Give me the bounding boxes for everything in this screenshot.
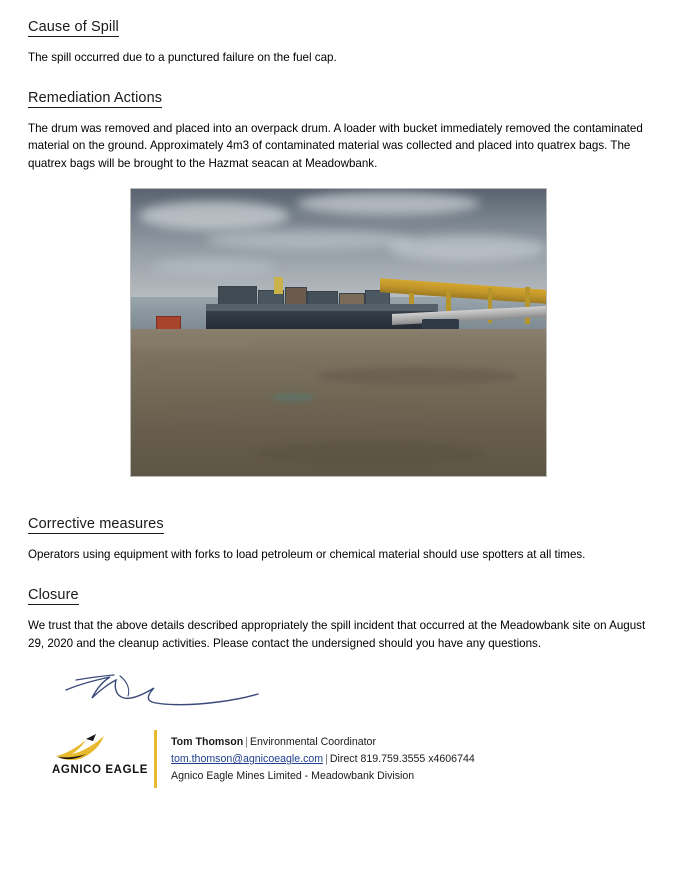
contact-line-email-phone <box>171 751 475 768</box>
photo-ground-texture <box>173 405 422 425</box>
photo-cloud <box>388 235 546 261</box>
photo-ground-texture <box>318 367 517 384</box>
eagle-icon <box>52 732 124 762</box>
spill-site-photo <box>130 188 547 477</box>
paragraph-corrective-measures: Operators using equipment with forks to load petroleum or chemical material should use spotters at all times. <box>28 548 586 562</box>
contact-name: Tom Thomson <box>171 736 244 749</box>
photo-canvas <box>131 189 546 476</box>
photo-ground-patch <box>272 393 314 402</box>
section-heading-remediation-actions <box>28 89 652 108</box>
heading-text: Closure <box>28 587 79 604</box>
contact-title: Environmental Coordinator <box>249 736 376 749</box>
contact-phone: Direct 819.759.3555 x4606744 <box>329 753 475 766</box>
section-heading-closure <box>28 586 652 605</box>
photo-conveyor-leg <box>525 287 530 324</box>
footer-divider <box>154 730 157 788</box>
section-heading-cause-of-spill <box>28 18 652 37</box>
signature-image <box>58 668 268 714</box>
signature-block <box>52 730 652 788</box>
paragraph-remediation-actions: The drum was removed and placed into an overpack drum. A loader with bucket immediately removed the contaminated material on the ground. Approximately 4m3 of contaminated material was collected and placed into quatrex bags. The quatrex bags will be brought to the Hazmat seacan at Meadowbank. <box>28 121 643 170</box>
heading-text: Cause of Spill <box>28 19 119 35</box>
paragraph-closure: We trust that the above details described appropriately the spill incident that occurred at the Meadowbank site on August 29, 2020 and the cleanup activities. Please contact the undersigned should you have any questions. <box>28 619 646 650</box>
paragraph-cause-of-spill: The spill occurred due to a punctured failure on the fuel cap. <box>28 51 337 64</box>
contact-separator: | <box>245 736 248 749</box>
heading-text: Remediation Actions <box>28 89 163 106</box>
spacer <box>28 477 652 501</box>
photo-ground-texture <box>256 442 484 465</box>
contact-details <box>171 730 475 785</box>
contact-email-link[interactable]: tom.thomson@agnicoeagle.com <box>171 753 324 766</box>
photo-ground-texture <box>131 339 256 350</box>
heading-text: Corrective measures <box>28 516 164 533</box>
photo-crane <box>274 277 283 294</box>
photo-cloud <box>152 258 277 275</box>
spacer <box>28 501 652 515</box>
contact-separator: | <box>325 753 328 766</box>
company-logo <box>52 730 148 776</box>
contact-line-name-title <box>171 734 475 751</box>
photo-ground-texture <box>148 356 314 370</box>
section-heading-corrective-measures <box>28 515 652 534</box>
photo-barge-deck <box>206 304 438 310</box>
photo-cloud <box>206 230 414 250</box>
photo-cloud <box>139 201 288 230</box>
company-logo-text: AGNICO EAGLE <box>52 764 149 777</box>
contact-company: Agnico Eagle Mines Limited - Meadowbank Division <box>171 770 415 783</box>
